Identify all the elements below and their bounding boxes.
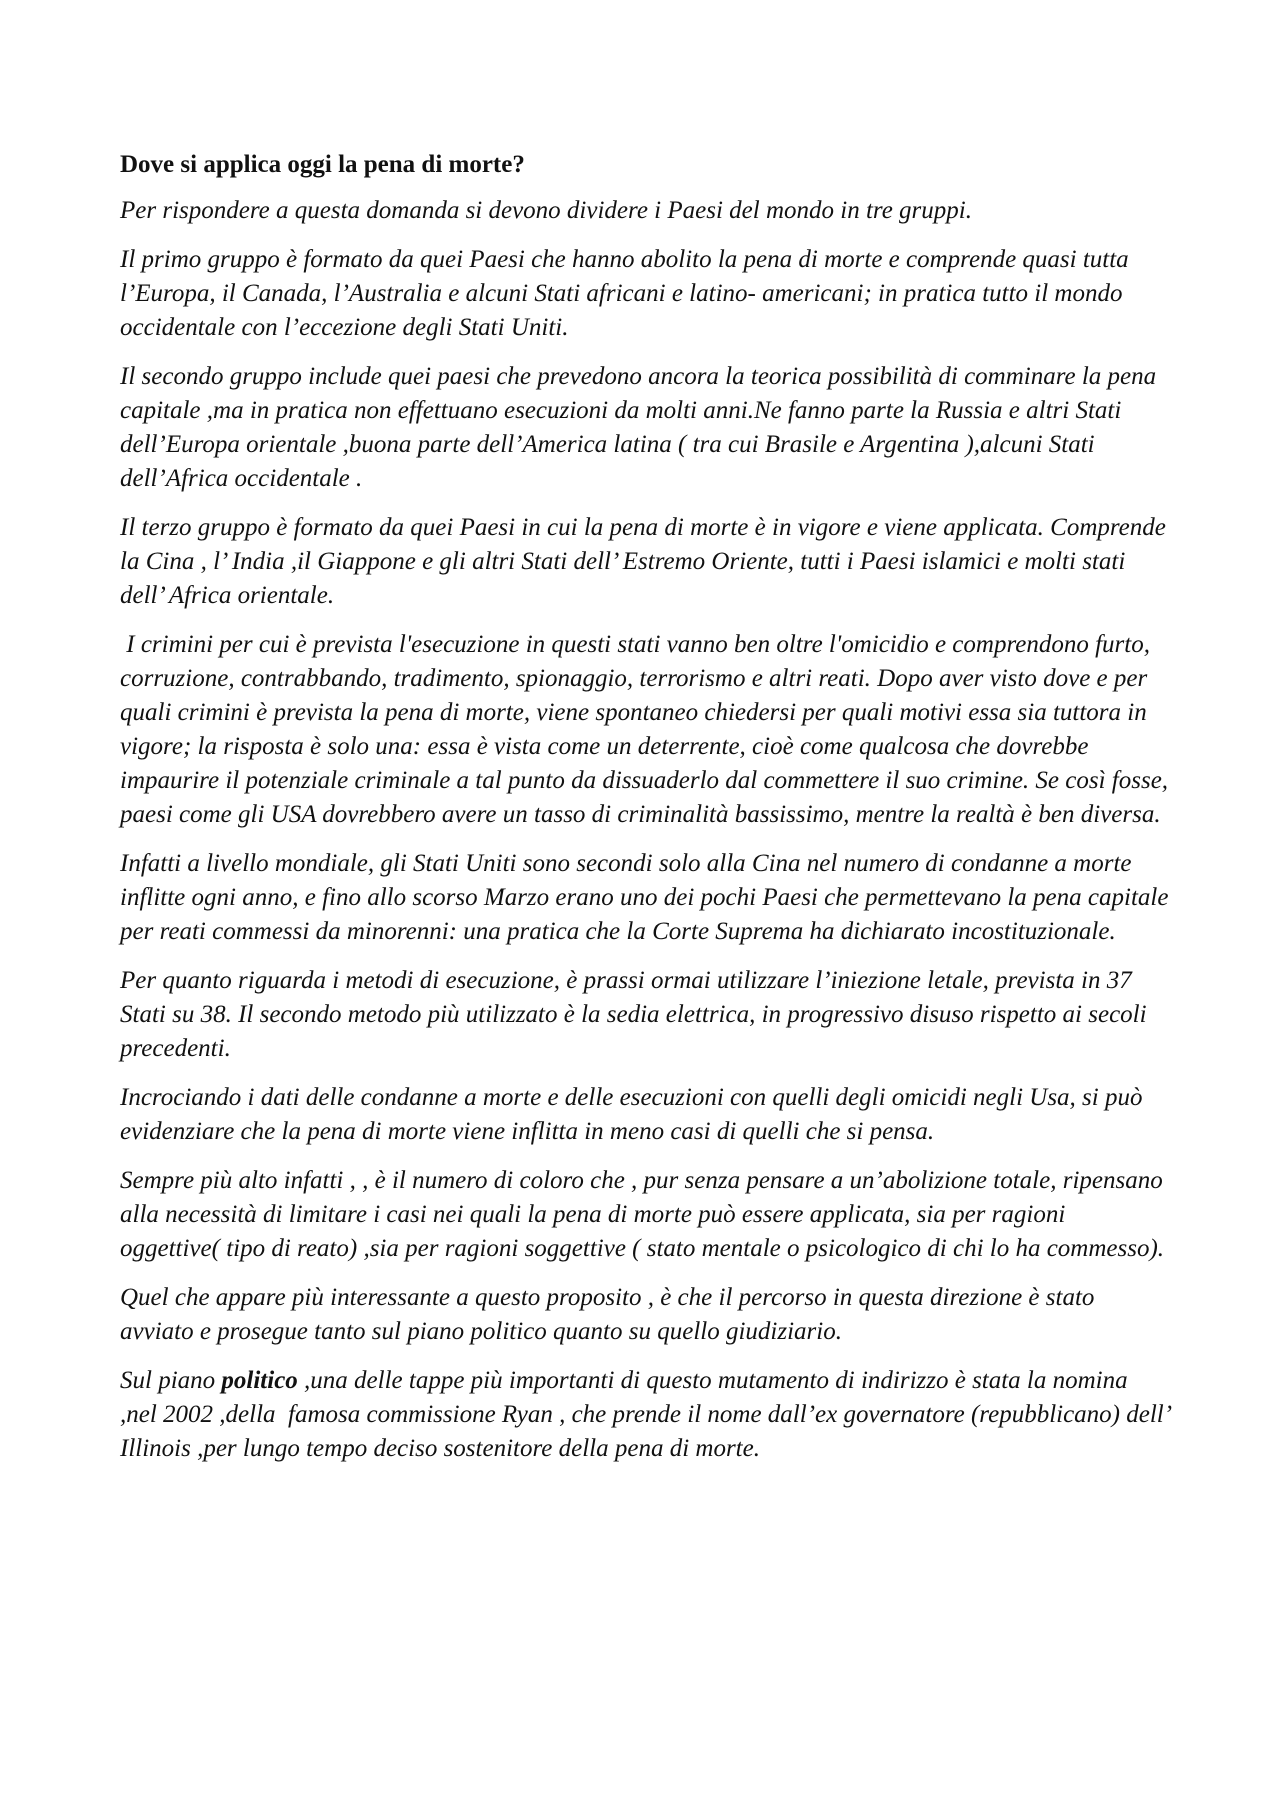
paragraph-first-group: Il primo gruppo è formato da quei Paesi che hanno abolito la pena di morte e comprende quasi tutta l’Europa, il Canada, l’Australia e alcuni Stati africani e latino- americani; in pratica tutto il mondo occidentale con l’eccezione degli Stati Uniti.: [120, 246, 1129, 341]
paragraph-limits: Sempre più alto infatti , , è il numero di coloro che , pur senza pensare a un’abolizione totale, ripensano alla necessità di limitare i casi nei quali la pena di morte può essere applicata, sia per ragioni oggettive( tipo di reato) ,sia per ragioni soggettive ( stato mentale o psicologico di chi lo ha commesso).: [120, 1167, 1165, 1262]
document-title: Dove si applica oggi la pena di morte?: [120, 151, 525, 178]
political-bold-word: politico: [221, 1367, 298, 1394]
paragraph-methods: Per quanto riguarda i metodi di esecuzione, è prassi ormai utilizzare l’iniezione letale, prevista in 37 Stati su 38. Il secondo metodo più utilizzato è la sedia elettrica, in progressivo disuso rispetto ai secoli precedenti.: [120, 967, 1147, 1062]
paragraph-third-group: Il terzo gruppo è formato da quei Paesi in cui la pena di morte è in vigore e viene applicata. Comprende la Cina , l’ India ,il Giappone e gli altri Stati dell’ Estremo Oriente, tutti i Paesi islamici e molti stati dell’ Africa orientale.: [120, 514, 1166, 609]
document-page: [120, 148, 1176, 1481]
political-lead-text: Sul piano: [120, 1367, 222, 1394]
paragraph-crimes: I crimini per cui è prevista l'esecuzione in questi stati vanno ben oltre l'omicidio e comprendono furto, corruzione, contrabbando, tradimento, spionaggio, terrorismo e altri reati. Dopo aver visto dove e per quali crimini è prevista la pena di morte, viene spontaneo chiedersi per quali motivi essa sia tuttora in vigore; la risposta è solo una: essa è vista come un deterrente, cioè come qualcosa che dovrebbe impaurire il potenziale criminale a tal punto da dissuaderlo dal commettere il suo crimine. Se così fosse, paesi come gli USA dovrebbero avere un tasso di criminalità bassissimo, mentre la realtà è ben diversa.: [120, 631, 1175, 828]
paragraph-intro: Per rispondere a questa domanda si devono dividere i Paesi del mondo in tre gruppi.: [120, 197, 972, 224]
political-rest-text: ,una delle tappe più importanti di questo mutamento di indirizzo è stata la nomina ,nel 2002 ,della famosa commissione Ryan , che prende il nome dall’ex governatore (repubblicano) dell’ Illinois ,per lungo tempo deciso sostenitore della pena di morte.: [120, 1367, 1176, 1462]
paragraph-political: [120, 1364, 1176, 1466]
paragraph-second-group: Il secondo gruppo include quei paesi che prevedono ancora la teorica possibilità di comminare la pena capitale ,ma in pratica non effettuano esecuzioni da molti anni.Ne fanno parte la Russia e altri Stati dell’Europa orientale ,buona parte dell’America latina ( tra cui Brasile e Argentina ),alcuni Stati dell’Africa occidentale .: [120, 363, 1157, 492]
paragraph-data-crossing: Incrociando i dati delle condanne a morte e delle esecuzioni con quelli degli omicidi negli Usa, si può evidenziare che la pena di morte viene inflitta in meno casi di quelli che si pensa.: [120, 1084, 1143, 1145]
paragraph-direction: Quel che appare più interessante a questo proposito , è che il percorso in questa direzione è stato avviato e prosegue tanto sul piano politico quanto su quello giudiziario.: [120, 1284, 1095, 1345]
paragraph-usa-ranking: Infatti a livello mondiale, gli Stati Uniti sono secondi solo alla Cina nel numero di condanne a morte inflitte ogni anno, e fino allo scorso Marzo erano uno dei pochi Paesi che permettevano la pena capitale per reati commessi da minorenni: una pratica che la Corte Suprema ha dichiarato incostituzionale.: [120, 850, 1169, 945]
